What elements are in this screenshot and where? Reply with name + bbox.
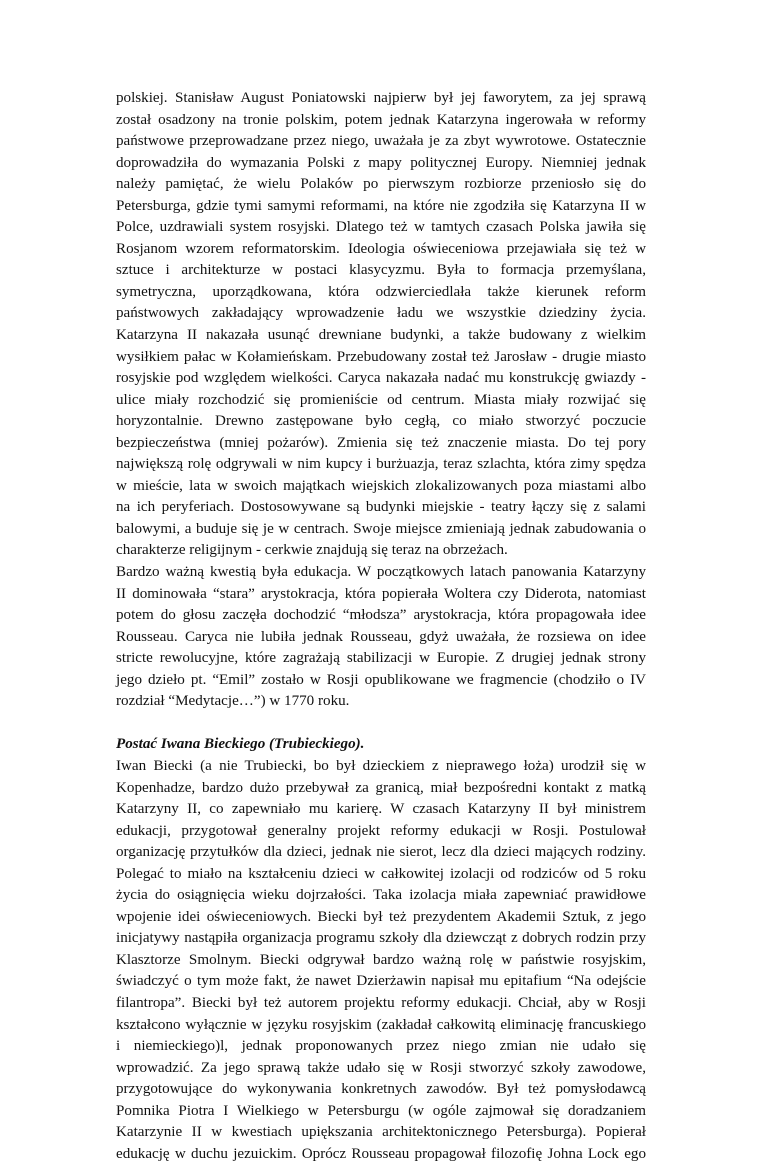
text-line: symetryczna, uporządkowana, która odzwierciedlała także kierunek reform [116,283,646,300]
text-line: Kopenhadze, bardzo dużo przebywał za granicą, miał bezpośredni kontakt z matką [116,779,646,796]
text-line: sztuce i architekturze w postaci klasycyzmu. Była to formacja przemyślana, [116,262,646,279]
text-line: państwowe przeprowadzane przez niego, uważała je za zbyt wywrotowe. Ostatecznie [116,133,646,150]
text-line: edukacji, przygotował generalny projekt reformy edukacji w Rosji. Postulował [116,822,646,839]
text-line: filantropa”. Biecki był też autorem projektu reformy edukacji. Chciał, aby w Rosji [116,994,646,1011]
text-line: stricte rewolucyjne, które zagrażają stabilizacji w Europie. Z drugiej jednak strony [116,650,646,667]
section-heading: Postać Iwana Bieckiego (Trubieckiego). [116,736,365,753]
text-line: Katarzynie II w kwestiach upiększania architektonicznego Petersburga). Popierał [116,1124,646,1141]
text-line: ulice miały rozchodzić się promieniście od centrum. Miasta miały rozwijać się [116,391,646,408]
paragraph-3 [116,756,646,1165]
document-body [116,88,646,1165]
text-line: i niemieckiego)l, jednak proponowanych przez niego zmian nie udało się [116,1038,646,1055]
text-line: horyzontalnie. Drewno zastępowane było cegłą, co miało stworzyć poczucie [116,413,646,430]
text-line: rosyjskie pod względem wielkości. Caryca nakazała nadać mu konstrukcję gwiazdy - [116,370,646,387]
paragraph-2 [116,562,646,713]
text-line: wpojenie idei oświeceniowych. Biecki był też prezydentem Akademii Sztuk, z jego [116,908,646,925]
text-line: Klasztorze Smolnym. Biecki odgrywał bardzo ważną rolę w państwie rosyjskim, [116,951,646,968]
text-line: wprowadzić. Za jego sprawą także udało się w Rosji stworzyć szkoły zawodowe, [116,1059,646,1076]
text-line: na ich peryferiach. Dostosowywane są budynki miejskie - teatry łączy się z salami [116,499,646,516]
text-line: Petersburga, gdzie tymi samymi reformami, na które nie zgodziła się Katarzyna II w [116,197,646,214]
text-line: Polce, uzdrawiali system rosyjski. Dlatego też w tamtych czasach Polska jawiła się [116,219,646,236]
text-line: Pomnika Piotra I Wielkiego w Petersburgu (w ogóle zajmował się doradzaniem [116,1102,646,1119]
text-line: został osadzony na tronie polskim, potem jednak Katarzyna ingerowała w reformy [116,111,646,128]
text-line: Polegać to miało na kształceniu dzieci w całkowitej izolacji od rodziców od 5 roku [116,865,646,882]
text-line: państwowych zakładający wprowadzenie ładu we wszystkie dziedziny życia. [116,305,646,322]
text-line: edukację w duchu jezuickim. Oprócz Rousseau propagował filozofię Johna Lock ego [116,1145,646,1162]
text-line: polskiej. Stanisław August Poniatowski najpierw był jej faworytem, za jej sprawą [116,90,646,106]
text-line: balowymi, a buduje się je w centrach. Swoje miejsce zmieniają jednak zabudowania o [116,520,646,537]
text-line: organizację przytułków dla dzieci, jednak nie sierot, lecz dla dzieci mających rodziny. [116,844,646,861]
text-line: Katarzyna II nakazała usunąć drewniane budynki, a także budowany z wielkim [116,327,646,344]
text-line: największą rolę odgrywali w nim kupcy i burżuazja, teraz szlachta, która zimy spędza [116,456,646,473]
paragraph-gap [116,713,646,735]
text-line: Katarzyny II, co zapewniało mu karierę. W czasach Katarzyny II był ministrem [116,801,646,818]
paragraph-1 [116,88,646,562]
text-line: świadczyć o tym może fakt, że nawet Dzierżawin napisał mu epitafium “Na odejście [116,973,646,990]
text-line: charakterze religijnym - cerkwie znajdują się teraz na obrzeżach. [116,542,508,559]
text-line: w mieście, lata w swoich majątkach wiejskich zlokalizowanych poza miastami albo [116,477,646,494]
text-line: Bardzo ważną kwestią była edukacja. W początkowych latach panowania Katarzyny [116,564,646,581]
text-line: kształcono wyłącznie w języku rosyjskim (zakładał całkowitą eliminację francuskiego [116,1016,646,1033]
text-line: wysiłkiem pałac w Kołamieńskam. Przebudowany został też Jarosław - drugie miasto [116,348,646,365]
text-line: życia do osiągnięcia wieku dojrzałości. Taka izolacja miała zapewniać prawidłowe [116,887,646,904]
text-line: przygotowujące do wykonywania konkretnych zawodów. Był też pomysłodawcą [116,1081,646,1098]
text-line: potem do głosu zaczęła dochodzić “młodsza” arystokracja, która propagowała idee [116,607,646,624]
text-line: Rosjanom wzorem reformatorskim. Ideologia oświeceniowa przejawiała się też w [116,240,646,257]
text-line: II dominowała “stara” arystokracja, która popierała Woltera czy Diderota, natomiast [116,585,646,602]
text-line: doprowadziła do wymazania Polski z mapy politycznej Europy. Niemniej jednak [116,154,646,171]
text-line: Iwan Biecki (a nie Trubiecki, bo był dzieckiem z nieprawego łoża) urodził się w [116,757,646,774]
text-line: rozdział “Medytacje…”) w 1770 roku. [116,693,350,710]
text-line: należy pamiętać, że wielu Polaków po pierwszym rozbiorze przeniosło się do [116,176,646,193]
text-line: inicjatywy nastąpiła organizacja programu szkoły dla dziewcząt z dobrych rodzin przy [116,930,646,947]
text-line: bezpieczeństwa (mniej pożarów). Zmienia się też znaczenie miasta. Do tej pory [116,434,646,451]
text-line: Rousseau. Caryca nie lubiła jednak Rousseau, gdyż uważała, że rozsiewa on idee [116,628,646,645]
text-line: jego dzieło pt. “Emil” zostało w Rosji opublikowane we fragmencie (chodziło o IV [116,671,646,688]
